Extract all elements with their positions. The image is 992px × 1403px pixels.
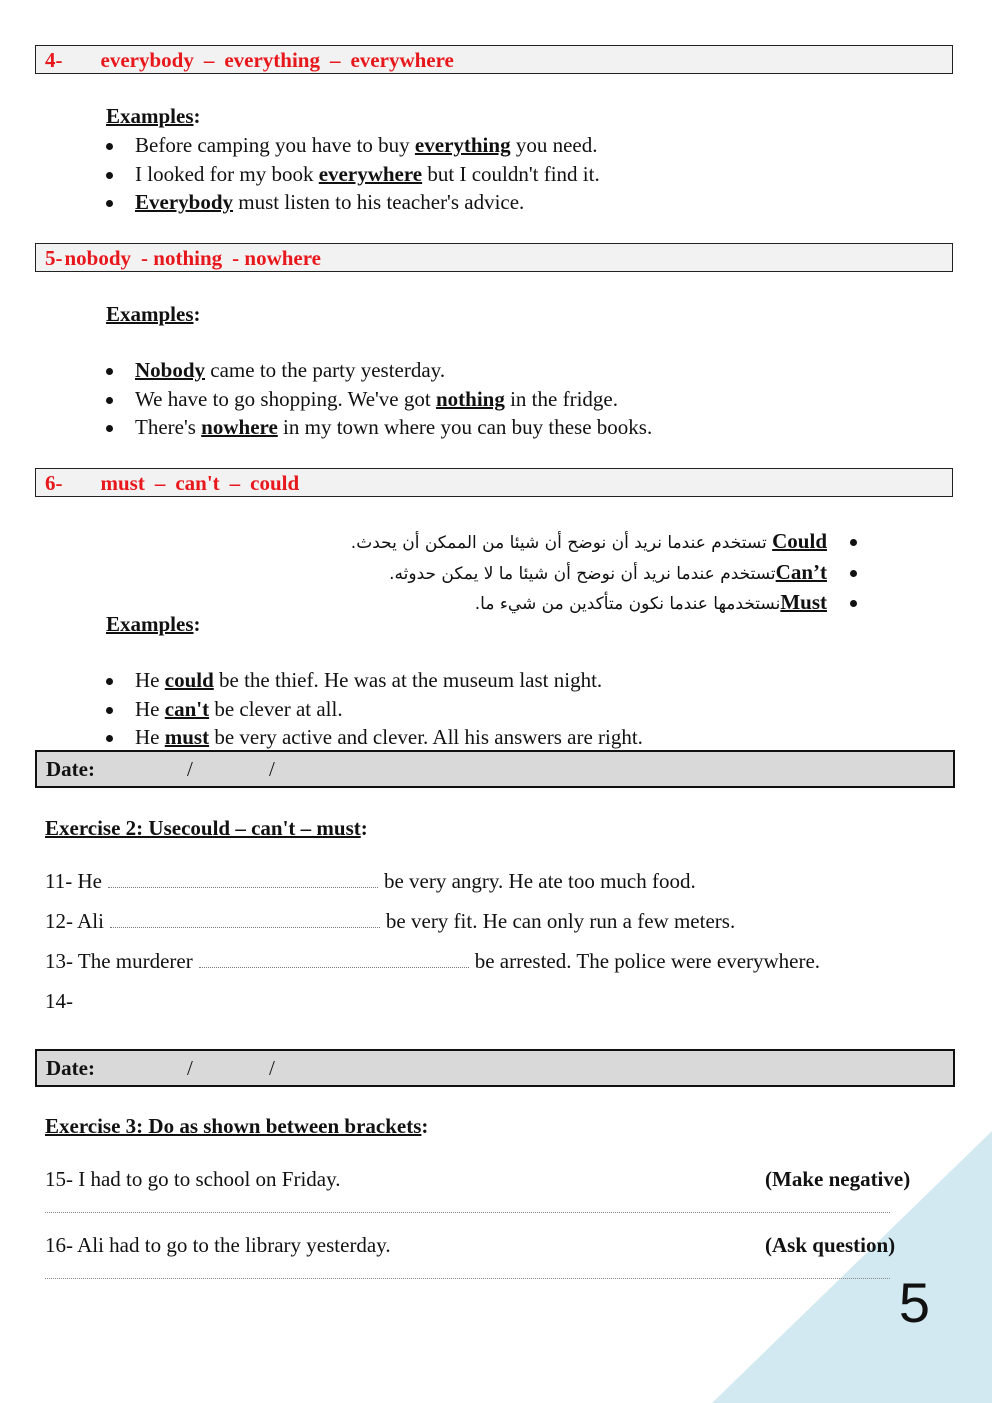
date-separator: /	[269, 1056, 275, 1080]
exercise-item: 12- Ali be very fit. He can only run a few meters.	[45, 909, 736, 933]
date-separator: /	[187, 757, 193, 781]
section-number: 4-	[45, 48, 63, 72]
heading-word: everybody	[100, 48, 194, 72]
examples-label: Examples:	[106, 612, 201, 636]
heading-word: could	[250, 471, 300, 495]
exercise-item: 14-	[45, 989, 73, 1013]
date-bar	[35, 1049, 955, 1087]
instruction: (Ask question)	[765, 1233, 896, 1257]
examples-list	[106, 356, 652, 442]
list-item: Everybody must listen to his teacher's advice.	[106, 188, 600, 217]
section-4-heading	[35, 45, 953, 74]
list-item: We have to go shopping. We've got nothing in the fridge.	[106, 385, 652, 414]
section-number: 6-	[45, 471, 63, 495]
dash: –	[203, 48, 215, 72]
dash: –	[329, 48, 341, 72]
heading-word: - nothing	[141, 246, 223, 270]
examples-label: Examples:	[106, 104, 201, 128]
list-item: He must be very active and clever. All his answers are right.	[106, 723, 643, 752]
answer-blank[interactable]	[199, 953, 469, 968]
answer-blank[interactable]	[108, 873, 378, 888]
heading-word: must	[100, 471, 145, 495]
page-number: 5	[898, 1271, 930, 1334]
rule-item: Could تستخدم عندما نريد أن نوضح أن شيئا من الممكن أن يحدث.	[351, 527, 857, 558]
dash: –	[229, 471, 241, 495]
date-label: Date:	[46, 1056, 95, 1080]
date-separator: /	[269, 757, 275, 781]
section-number: 5-	[45, 246, 63, 270]
exercise-item: 11- He be very angry. He ate too much food.	[45, 869, 696, 893]
answer-blank[interactable]	[110, 913, 380, 928]
instruction: (Make negative)	[765, 1167, 911, 1191]
date-bar	[35, 750, 955, 788]
list-item: He could be the thief. He was at the museum last night.	[106, 666, 643, 695]
dash: –	[154, 471, 166, 495]
heading-word: nobody	[64, 246, 132, 270]
exercise-item: 13- The murderer be arrested. The police were everywhere.	[45, 949, 821, 973]
heading-word: can't	[175, 471, 220, 495]
examples-list	[106, 666, 643, 752]
rules-list	[351, 527, 857, 619]
date-separator: /	[187, 1056, 193, 1080]
section-5-heading	[35, 243, 953, 272]
answer-line[interactable]	[45, 1278, 890, 1279]
exercise-3-title: Exercise 3: Do as shown between brackets:	[45, 1114, 429, 1138]
exercise-item: 15- I had to go to school on Friday.	[45, 1167, 341, 1191]
heading-word: - nowhere	[232, 246, 322, 270]
rule-item: Can’tتستخدم عندما نريد أن نوضح أن شيئا ما لا يمكن حدوثه.	[351, 558, 857, 589]
examples-label: Examples:	[106, 302, 201, 326]
exercise-2-title: Exercise 2: Usecould – can't – must:	[45, 816, 368, 840]
rule-item: Mustنستخدمها عندما نكون متأكدين من شيء ما.	[351, 588, 857, 619]
heading-word: everywhere	[350, 48, 454, 72]
section-6-heading	[35, 468, 953, 497]
answer-line[interactable]	[45, 1212, 890, 1213]
list-item: Nobody came to the party yesterday.	[106, 356, 652, 385]
list-item: He can't be clever at all.	[106, 695, 643, 724]
examples-list	[106, 131, 600, 217]
list-item: Before camping you have to buy everything you need.	[106, 131, 600, 160]
heading-word: everything	[224, 48, 320, 72]
list-item: I looked for my book everywhere but I couldn't find it.	[106, 160, 600, 189]
list-item: There's nowhere in my town where you can buy these books.	[106, 413, 652, 442]
exercise-item: 16- Ali had to go to the library yesterday.	[45, 1233, 391, 1257]
date-label: Date:	[46, 757, 95, 781]
